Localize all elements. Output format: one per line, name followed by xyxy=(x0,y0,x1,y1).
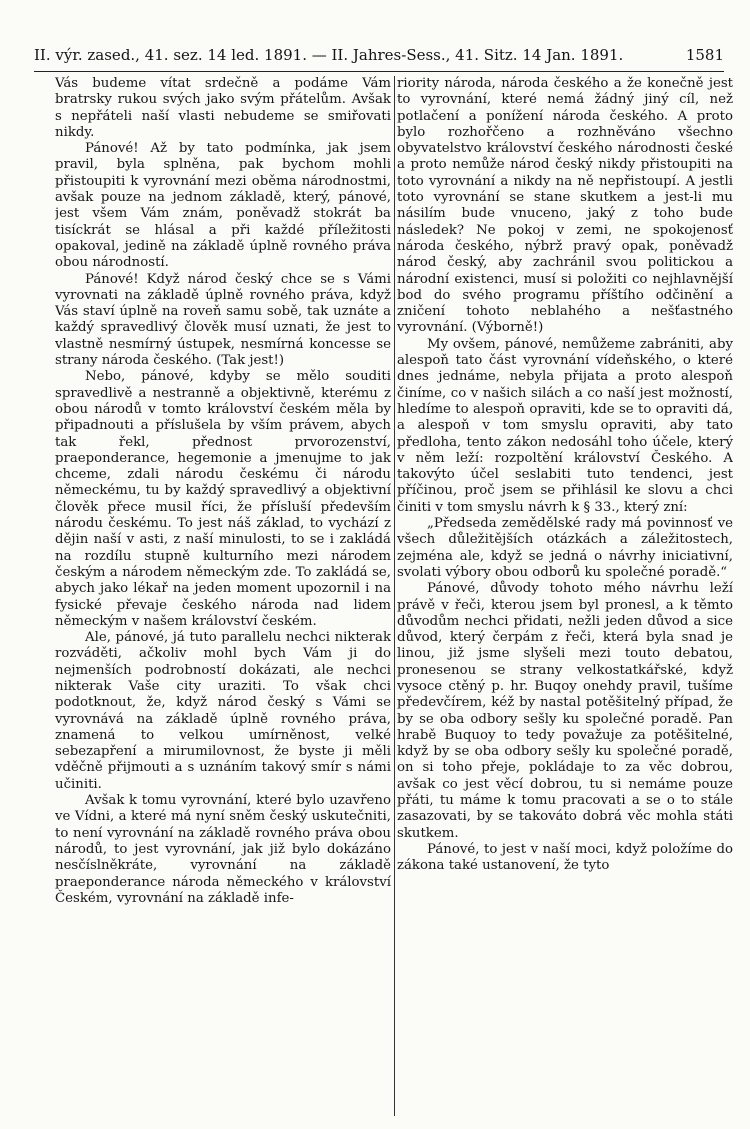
paragraph: My ovšem, pánové, nemůžeme zabrániti, aby alespoň tato část vyrovnání vídeňského, o které dnes jednáme, nebyla přijata a proto alespoň činíme, co v našich silách a co naší jest možností, hledíme to alespoň opraviti, kde se to opraviti dá, a alespoň v tom smyslu opraviti, aby tato předloha, tento zákon nedosáhl toho účele, který v něm leží: rozpoltění království Českého. A takovýto účel seslabiti tuto tendenci, jest příčinou, proč jsem se přihlásil ke slovu a chci činiti v tom smyslu návrh k § 33., který zní: xyxy=(397,336,733,515)
paragraph: Pánové, důvody tohoto mého návrhu leží právě v řeči, kterou jsem byl pronesl, a k těmto důvodům nechci přidati, nežli jeden důvod a sice důvod, který čerpám z řeči, která byla snad je linou, již jsme slyšeli mezi touto debatou, pronesenou se strany velkostatkářské, když vysoce ctěný p. hr. Buqoy onehdy pravil, tušíme předevčírem, kéž by nastal potěšitelný případ, že by se oba odbory sešly ku společné poradě. Pan hrabě Buquoy to tedy považuje za potěšitelné, když by se oba odbory sešly ku společné poradě, on si toho přeje, pokládaje to za věc dobrou, avšak co jest věcí dobrou, tu si nemáme pouze přáti, tu máme k tomu pracovati a se o to stále zasazovati, by se takováto dobrá věc mohla státi skutkem. xyxy=(397,581,733,841)
paragraph: riority národa, národa českého a že konečně jest to vyrovnání, které nemá žádný jiný cíl, než potlačení a ponížení národa českého. A proto bylo rozhořčeno a rozhněváno všechno obyvatelstvo království českého národnosti české a proto nemůže národ český nikdy přistoupiti na toto vyrovnání a nikdy na ně nepřistoupí. A jestli toto vyrovnání se stane skutkem a jest-li mu násilím bude vnuceno, jaký z toho bude následek? Ne pokoj v zemi, ne spokojenosť národa českého, nýbrž pravý opak, poněvadž národ český, aby zachránil svou politickou a národní existenci, musí si položiti co nejhlavnější bod do svého programu příštího odčinění a zničení tohoto neblahého a nešťastného vyrovnání. (Výborně!) xyxy=(397,76,733,336)
paragraph: Avšak k tomu vyrovnání, které bylo uzavřeno ve Vídni, a které má nyní sněm český uskutečniti, to není vyrovnání na základě rovného práva obou národů, to jest vyrovnání, jak již bylo dokázáno nesčíslněkráte, vyrovnání na základě praeponderance národa německého v království Českém, vyrovnání na základě infe- xyxy=(55,793,391,906)
paragraph: Nebo, pánové, kdyby se mělo souditi spravedlivě a nestranně a objektivně, kterému z obou národů v tomto království českém měla by připadnouti a příslušela by vším právem, abych tak řekl, přednost prvorozenství, praeponderance, hegemonie a jmenujme to jak chceme, zdali národu českému či národu německému, tu by každý spravedlivý a objektivní člověk přece musil říci, že přísluší především národu českému. To jest náš základ, to vychází z dějin naší v asti, z naší minulosti, to se i zakládá na rozdílu stupně kulturního mezi národem českým a národem německým zde. To zakládá se, abych jako lékař na jeden moment upozornil i na fysické převaje českého národa nad lidem německým v našem království českém. xyxy=(55,369,391,629)
paragraph: Vás budeme vítat srdečně a podáme Vám bratrsky rukou svých jako svým přátelům. Avšak s nepřáteli naší vlasti nebudeme se smiřovati nikdy. xyxy=(55,76,391,140)
left-column xyxy=(55,76,391,1116)
page-header xyxy=(34,42,724,72)
paragraph: Pánové! Až by tato podmínka, jak jsem pravil, byla splněna, pak bychom mohli přistoupiti k vyrovnání mezi oběma národnostmi, avšak pouze na jednom základě, který, pánové, jest všem Vám znám, poněvadž stokrát ba tisíckrát se hlásal a při každé příležitosti opakoval, jedině na základě úplně rovného práva obou národností. xyxy=(55,141,391,271)
column-divider xyxy=(394,76,395,1116)
right-column xyxy=(397,76,733,1116)
header-session-info: II. výr. zased., 41. sez. 14 led. 1891. — II. Jahres-Sess., 41. Sitz. 14 Jan. 1891. xyxy=(34,46,624,64)
paragraph: Pánové, to jest v naší moci, když položíme do zákona také ustanovení, že tyto xyxy=(397,841,733,874)
header-rule xyxy=(34,71,724,72)
paragraph: Pánové! Když národ český chce se s Vámi vyrovnati na základě úplně rovného práva, když Vás staví úplně na roveň samu sobě, tak uznáte a každý spravedlivý člověk musí uznati, že jest to vlastně nesmírný ústupek, nesmírná koncesse se strany národa českého. (Tak jest!) xyxy=(55,271,391,369)
paragraph: Ale, pánové, já tuto parallelu nechci nikterak rozváděti, ačkoliv mohl bych Vám ji do nejmenších podrobností dokázati, ale nechci nikterak Vaše city uraziti. To však chci podotknout, že, když národ český s Vámi se vyrovnává na základě úplně rovného práva, znamená to velkou umírněnost, velké sebezapření a mirumilovnost, že byste ji měli vděčně přijmouti a s uznáním takový smír s námi učiniti. xyxy=(55,630,391,792)
page-number: 1581 xyxy=(685,46,724,64)
quoted-motion: „Předseda zemědělské rady má povinnosť ve všech důležitějších otázkách a záležitostech, zejména ale, když se jedná o návrhy iniciativní, svolati výbory obou odborů ku společné poradě.“ xyxy=(397,516,733,580)
